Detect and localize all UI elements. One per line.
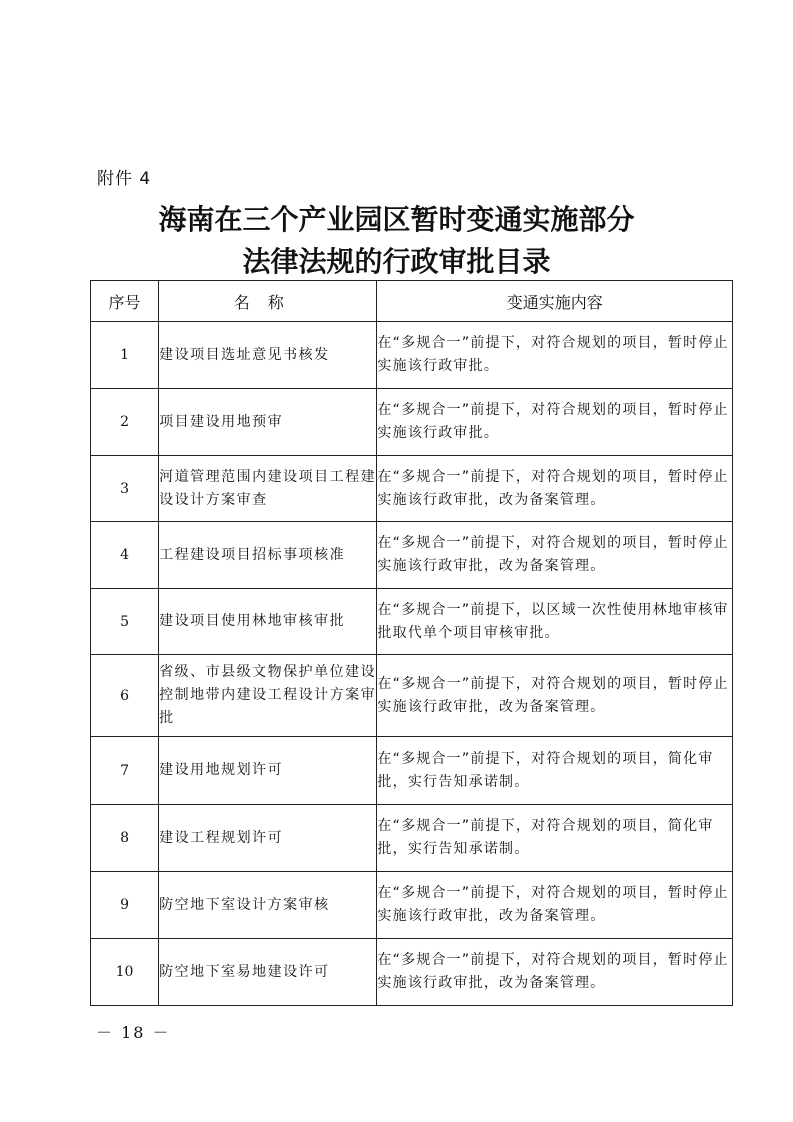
- row-item-name: 建设工程规划许可: [159, 805, 377, 872]
- table-row: [91, 456, 733, 522]
- row-serial-number: 6: [91, 655, 159, 737]
- row-serial-number: 8: [91, 805, 159, 872]
- document-title-line-2: 法律法规的行政审批目录: [242, 245, 551, 278]
- row-item-name: 河道管理范围内建设项目工程建设设计方案审查: [159, 456, 377, 522]
- row-modification-content: 在“多规合一”前提下，对符合规划的项目，暂时停止实施该行政审批，改为备案管理。: [377, 872, 733, 939]
- table-row: [91, 737, 733, 805]
- table-row: [91, 589, 733, 655]
- table-row: [91, 322, 733, 389]
- row-modification-content: 在“多规合一”前提下，对符合规划的项目，暂时停止实施该行政审批，改为备案管理。: [377, 655, 733, 737]
- page-number: － 18 －: [96, 1023, 171, 1042]
- row-modification-content: 在“多规合一”前提下，对符合规划的项目，暂时停止实施该行政审批。: [377, 322, 733, 389]
- row-serial-number: 10: [91, 939, 159, 1006]
- row-serial-number: 2: [91, 389, 159, 456]
- row-item-name: 项目建设用地预审: [159, 389, 377, 456]
- header-name: 名称: [159, 281, 377, 322]
- header-content: 变通实施内容: [377, 281, 733, 322]
- row-serial-number: 1: [91, 322, 159, 389]
- row-modification-content: 在“多规合一”前提下，对符合规划的项目，简化审批，实行告知承诺制。: [377, 805, 733, 872]
- row-item-name: 建设项目使用林地审核审批: [159, 589, 377, 655]
- document-title-line-1: 海南在三个产业园区暂时变通实施部分: [158, 203, 635, 236]
- row-modification-content: 在“多规合一”前提下，对符合规划的项目，暂时停止实施该行政审批，改为备案管理。: [377, 456, 733, 522]
- attachment-label: 附件 4: [97, 169, 152, 189]
- table-row: [91, 522, 733, 589]
- row-modification-content: 在“多规合一”前提下，对符合规划的项目，暂时停止实施该行政审批，改为备案管理。: [377, 522, 733, 589]
- row-modification-content: 在“多规合一”前提下，对符合规划的项目，简化审批，实行告知承诺制。: [377, 737, 733, 805]
- row-item-name: 建设项目选址意见书核发: [159, 322, 377, 389]
- row-serial-number: 5: [91, 589, 159, 655]
- table-row: [91, 655, 733, 737]
- table-row: [91, 872, 733, 939]
- table-row: [91, 939, 733, 1006]
- row-modification-content: 在“多规合一”前提下，以区域一次性使用林地审核审批取代单个项目审核审批。: [377, 589, 733, 655]
- row-modification-content: 在“多规合一”前提下，对符合规划的项目，暂时停止实施该行政审批，改为备案管理。: [377, 939, 733, 1006]
- row-modification-content: 在“多规合一”前提下，对符合规划的项目，暂时停止实施该行政审批。: [377, 389, 733, 456]
- row-item-name: 省级、市县级文物保护单位建设控制地带内建设工程设计方案审批: [159, 655, 377, 737]
- row-item-name: 工程建设项目招标事项核准: [159, 522, 377, 589]
- row-item-name: 防空地下室易地建设许可: [159, 939, 377, 1006]
- table-row: [91, 389, 733, 456]
- row-item-name: 建设用地规划许可: [159, 737, 377, 805]
- row-serial-number: 3: [91, 456, 159, 522]
- row-serial-number: 7: [91, 737, 159, 805]
- table-header-row: [91, 281, 733, 322]
- row-item-name: 防空地下室设计方案审核: [159, 872, 377, 939]
- table-row: [91, 805, 733, 872]
- header-serial-number: 序号: [91, 281, 159, 322]
- row-serial-number: 9: [91, 872, 159, 939]
- row-serial-number: 4: [91, 522, 159, 589]
- table-body: [91, 322, 733, 1006]
- approval-catalog-table: [90, 280, 733, 1006]
